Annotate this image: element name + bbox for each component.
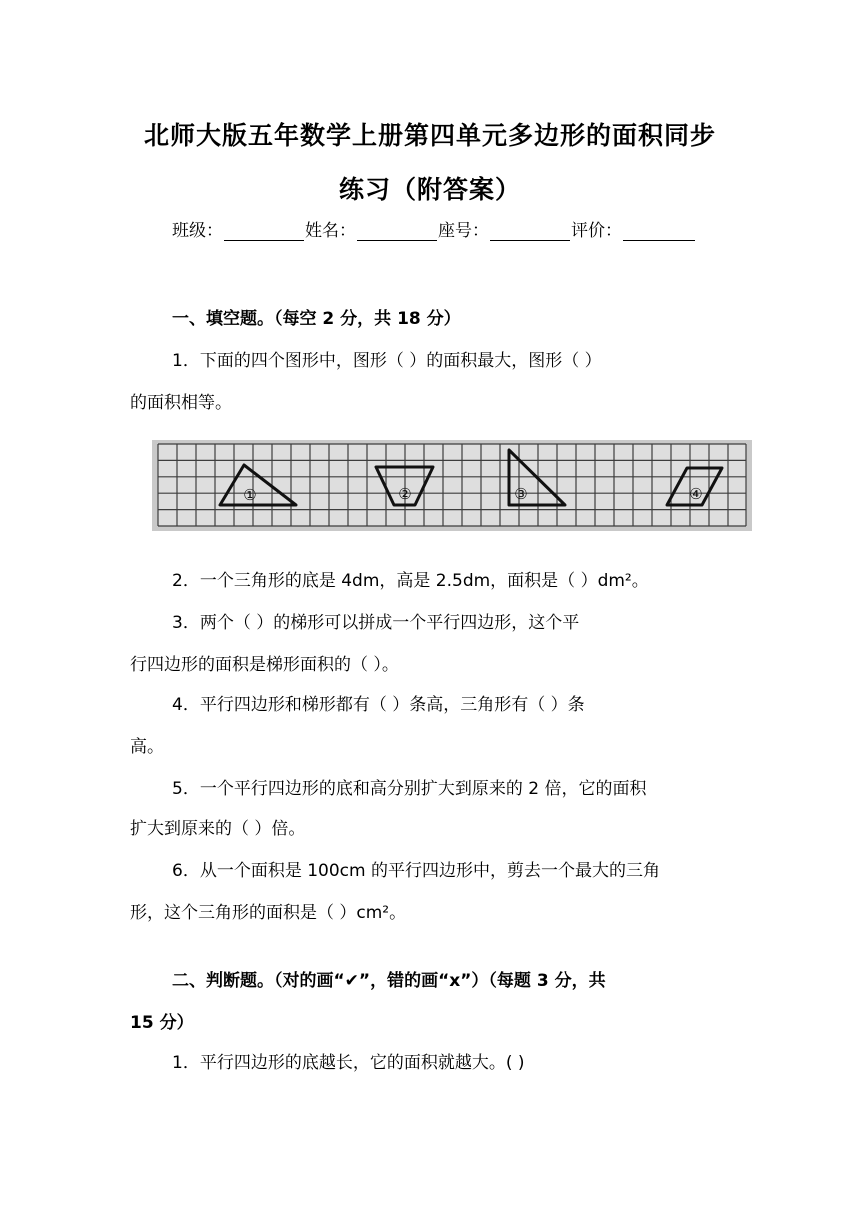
page-title-line1: 北师大版五年数学上册第四单元多边形的面积同步 <box>143 121 716 150</box>
name-blank <box>357 222 437 241</box>
q6-line2: 形，这个三角形的面积是（ ）cm²。 <box>130 903 407 923</box>
page-title-line2: 练习（附答案） <box>338 175 521 204</box>
student-info-row <box>172 216 696 241</box>
grid-paper <box>158 444 746 526</box>
q1-line2: 的面积相等。 <box>130 393 232 413</box>
q2-text: 2．一个三角形的底是 4dm，高是 2.5dm，面积是（ ）dm²。 <box>172 571 649 591</box>
figure-label-1: ① <box>243 486 257 504</box>
evaluation-label: 评价： <box>571 221 622 241</box>
grid-figures-image <box>152 440 752 531</box>
figure-label-3: ③ <box>514 485 528 503</box>
section2-heading-line1: 二、判断题。（对的画“✔”，错的画“x”）（每题 3 分，共 <box>172 971 606 991</box>
q1-line1: 1．下面的四个图形中，图形（ ）的面积最大，图形（ ） <box>172 351 602 371</box>
name-label: 姓名： <box>305 221 356 241</box>
q3-line2: 行四边形的面积是梯形面积的（ ）。 <box>130 655 399 675</box>
class-label: 班级： <box>172 221 223 241</box>
class-blank <box>224 222 304 241</box>
evaluation-blank <box>623 222 695 241</box>
seat-blank <box>490 222 570 241</box>
figure-label-4: ④ <box>689 485 703 503</box>
q3-line1: 3．两个（ ）的梯形可以拼成一个平行四边形，这个平 <box>172 613 580 633</box>
q5-line1: 5．一个平行四边形的底和高分别扩大到原来的 2 倍，它的面积 <box>172 779 647 799</box>
q4-line1: 4．平行四边形和梯形都有（ ）条高，三角形有（ ）条 <box>172 695 585 715</box>
figure-label-2: ② <box>398 485 412 503</box>
section1-heading: 一、填空题。（每空 2 分，共 18 分） <box>172 309 461 329</box>
section2-heading-line2: 15 分） <box>130 1013 194 1033</box>
q6-line1: 6．从一个面积是 100cm 的平行四边形中，剪去一个最大的三角 <box>172 861 660 881</box>
q4-line2: 高。 <box>130 737 164 757</box>
q5-line2: 扩大到原来的（ ）倍。 <box>130 819 306 839</box>
seat-label: 座号： <box>438 221 489 241</box>
section2-q1: 1．平行四边形的底越长，它的面积就越大。( ) <box>172 1053 525 1073</box>
